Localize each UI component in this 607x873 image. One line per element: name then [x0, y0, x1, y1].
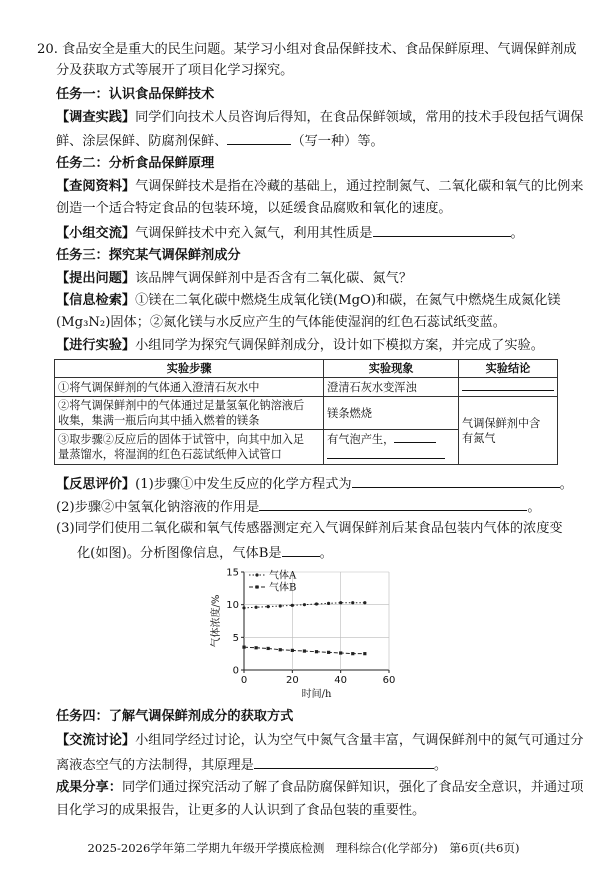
task4-line1 — [56, 733, 584, 749]
data-point — [267, 647, 270, 650]
answer-blank-1[interactable] — [227, 132, 291, 145]
x-tick-label: 60 — [382, 675, 396, 686]
task2-title: 任务二：分析食品保鲜原理 — [56, 156, 215, 171]
task1-text2a: 鲜、涂层保鲜、防腐剂保鲜、 — [56, 134, 228, 149]
task3-title: 任务三：探究某气调保鲜剂成分 — [56, 248, 241, 263]
chart-axes — [210, 568, 395, 700]
step3-cell — [55, 430, 324, 465]
task3-question-text: 该品牌气调保鲜剂中是否含有二氧化碳、氮气？ — [135, 271, 413, 286]
eval2-text: (2)步骤②中氢氧化钠溶液的作用是 — [56, 500, 260, 515]
task3-info-text1: ①镁在二氧化碳中燃烧生成氧化镁(MgO)和碳，在氮气中燃烧生成氮化镁 — [135, 293, 561, 308]
table-header-row — [55, 360, 558, 378]
header-steps: 实验步骤 — [55, 360, 324, 378]
period-2: 。 — [559, 477, 573, 492]
x-tick-label: 40 — [334, 675, 348, 686]
data-point — [242, 646, 245, 649]
tag-reflection: 【反思评价】 — [56, 477, 136, 492]
header-conclusion: 实验结论 — [459, 360, 558, 378]
tag-reference: 【查阅资料】 — [56, 179, 136, 194]
task2-text3: 气调保鲜技术中充入氮气，利用其性质是 — [135, 226, 373, 241]
data-point — [279, 604, 282, 607]
q20-intro-line1: 20. 食品安全是重大的民生问题。某学习小组对食品保鲜技术、食品保鲜原理、气调保鲜剂成 — [37, 42, 577, 57]
task2-line2: 创造一个适合特定食品的包装环境，以延缓食品腐败和氧化的速度。 — [56, 201, 452, 216]
eval-line2 — [56, 498, 541, 516]
task4-text2: 离液态空气的方法制得，其原理是 — [56, 758, 254, 773]
tag-question: 【提出问题】 — [56, 271, 136, 286]
legend-label: 气体A — [269, 570, 297, 582]
data-point — [363, 601, 366, 604]
tag-info: 【信息检索】 — [56, 293, 136, 308]
task3-info1 — [56, 293, 561, 309]
data-point — [303, 603, 306, 606]
task1-title: 任务一：认识食品保鲜技术 — [56, 87, 215, 102]
gas-concentration-chart — [210, 563, 400, 699]
data-point — [254, 606, 257, 609]
page-footer: 2025-2026学年第二学期九年级开学摸底检测 理科综合(化学部分) 第6页(共6页) — [87, 841, 520, 855]
data-point — [254, 646, 257, 649]
step2-line-a: ②将气调保鲜剂中的气体通过足量氢氧化钠溶液后 — [58, 399, 305, 412]
tag-experiment: 【进行实验】 — [56, 338, 136, 353]
task3-question — [56, 271, 412, 287]
x-axis-label: 时间/h — [301, 689, 332, 699]
answer-blank-table-2[interactable] — [394, 431, 436, 443]
data-point — [327, 602, 330, 605]
concl23-cell — [459, 397, 558, 465]
task3-experiment-text: 小组同学为探究气调保鲜剂成分，设计如下模拟方案，并完成了实验。 — [135, 338, 544, 353]
x-tick-label: 0 — [240, 675, 248, 686]
data-point — [279, 648, 282, 651]
q20-intro-line2: 分及获取方式等展开了项目化学习探究。 — [56, 63, 294, 78]
task1-line1 — [56, 110, 584, 126]
y-tick-label: 0 — [232, 665, 239, 677]
answer-blank-table-3[interactable] — [327, 447, 445, 459]
obs1-cell: 澄清石灰水变浑浊 — [324, 378, 459, 397]
concl-line-b: 有氮气 — [462, 431, 496, 445]
data-point — [291, 604, 294, 607]
eval3b-text: 化(如图)。分析图像信息，气体B是 — [77, 546, 282, 561]
table-row — [55, 397, 558, 430]
step2-cell — [55, 397, 324, 430]
period-4: 。 — [319, 546, 333, 561]
chart-series — [242, 601, 366, 655]
table-row — [55, 378, 558, 397]
tag-share: 成果分享： — [56, 780, 122, 795]
data-point — [315, 602, 318, 605]
y-axis-label: 气体浓度/% — [211, 594, 222, 648]
data-point — [351, 652, 354, 655]
share-line2: 目化学习的成果报告，让更多的人认识到了食品包装的重要性。 — [56, 803, 426, 818]
data-point — [303, 649, 306, 652]
y-tick-label: 10 — [226, 600, 239, 612]
tag-discussion: 【交流讨论】 — [56, 733, 136, 748]
answer-blank-2[interactable] — [373, 224, 511, 237]
period-1: 。 — [510, 226, 524, 241]
data-point — [339, 651, 342, 654]
step2-line-b: 收集，集满一瓶后向其中插入燃着的镁条 — [58, 414, 260, 427]
share-text1: 同学们通过探究活动了解了食品防腐保鲜知识，强化了食品安全意识，并通过项 — [121, 780, 584, 795]
period-5: 。 — [433, 758, 447, 773]
y-tick-label: 5 — [232, 632, 239, 644]
step3-line-b: 量蒸馏水，将湿润的红色石蕊试纸伸入试管口 — [58, 448, 282, 461]
data-point — [315, 650, 318, 653]
data-point — [242, 606, 245, 609]
obs3-cell — [324, 430, 459, 465]
legend-marker — [255, 585, 258, 588]
answer-blank-table-1[interactable] — [462, 379, 554, 391]
task2-line3 — [56, 224, 524, 242]
task1-line2 — [56, 132, 384, 150]
step3-line-a: ③取步骤②反应后的固体于试管中，向其中加入足 — [58, 433, 305, 446]
task1-text1: 同学们向技术人员咨询后得知，在食品保鲜领域，常用的技术手段包括气调保 — [135, 110, 584, 125]
tag-survey: 【调查实践】 — [56, 110, 136, 125]
legend-label: 气体B — [269, 582, 297, 594]
concl1-cell — [459, 378, 558, 397]
share-line1 — [56, 780, 584, 796]
task4-title: 任务四：了解气调保鲜剂成分的获取方式 — [56, 709, 294, 724]
answer-blank-3[interactable] — [352, 475, 560, 488]
answer-blank-4[interactable] — [259, 498, 527, 511]
data-point — [327, 651, 330, 654]
legend-marker — [255, 573, 258, 576]
concl-line-a: 气调保鲜剂中含 — [462, 416, 541, 430]
task2-line1 — [56, 179, 584, 195]
obs3-text: 有气泡产生， — [327, 433, 395, 446]
experiment-table — [54, 359, 558, 465]
tag-group-exchange: 【小组交流】 — [56, 226, 136, 241]
answer-blank-5[interactable] — [282, 544, 320, 557]
task2-text1: 气调保鲜技术是指在冷藏的基础上，通过控制氮气、二氧化碳和氧气的比例来 — [135, 179, 584, 194]
data-point — [291, 649, 294, 652]
obs2-cell: 镁条燃烧 — [324, 397, 459, 430]
y-tick-label: 15 — [226, 567, 239, 579]
step1-cell: ①将气调保鲜剂的气体通入澄清石灰水中 — [55, 378, 324, 397]
task1-text2b: （写一种）等。 — [291, 134, 384, 149]
header-phenomenon: 实验现象 — [324, 360, 459, 378]
period-3: 。 — [527, 500, 541, 515]
eval1-text: (1)步骤①中发生反应的化学方程式为 — [135, 477, 352, 492]
data-point — [351, 601, 354, 604]
task4-line2 — [56, 756, 447, 774]
eval-line1 — [56, 475, 573, 493]
answer-blank-6[interactable] — [254, 756, 434, 769]
data-point — [339, 601, 342, 604]
x-tick-label: 20 — [285, 675, 299, 686]
data-point — [363, 652, 366, 655]
data-point — [267, 605, 270, 608]
task3-experiment — [56, 338, 544, 354]
task4-text1: 小组同学经过讨论，认为空气中氮气含量丰富，气调保鲜剂中的氮气可通过分 — [135, 733, 584, 748]
eval-line3b — [77, 544, 333, 562]
eval-line3a: (3)同学们使用二氧化碳和氧气传感器测定充入气调保鲜剂后某食品包装内气体的浓度变 — [56, 521, 563, 536]
task3-info2: (Mg₃N₂)固体；②氮化镁与水反应产生的气体能使湿润的红色石蕊试纸变蓝。 — [56, 315, 506, 330]
